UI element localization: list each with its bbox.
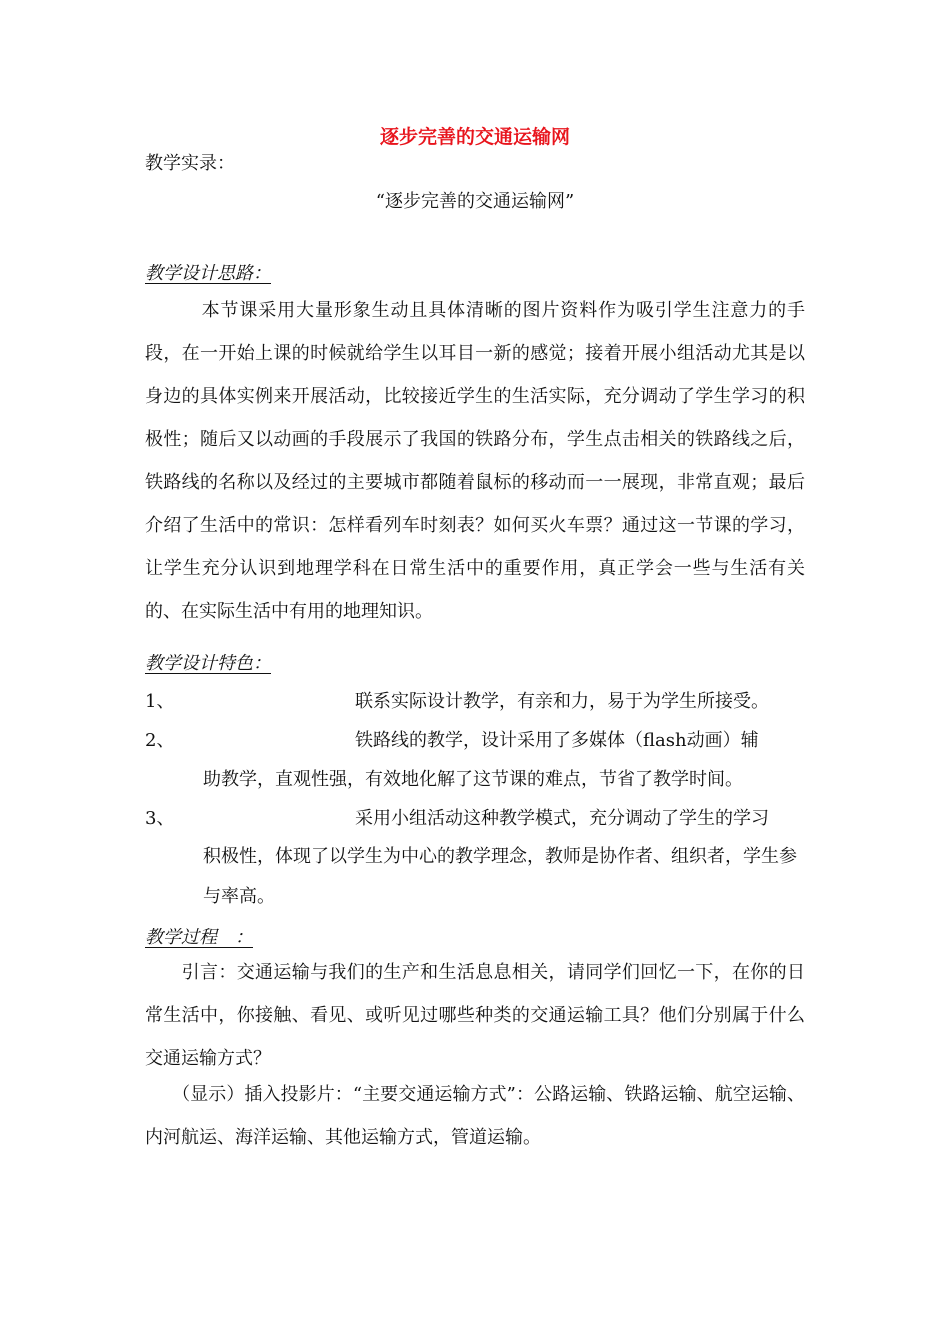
feature-3-number: 3、 xyxy=(145,808,175,829)
feature-2-number: 2、 xyxy=(145,730,175,751)
feature-1-text: 联系实际设计教学，有亲和力，易于为学生所接受。 xyxy=(355,691,769,712)
design-idea-heading: 教学设计思路： xyxy=(145,263,271,284)
process-display: （显示）插入投影片：“主要交通运输方式”：公路运输、铁路运输、航空运输、内河航运、海洋运输、其他运输方式，管道运输。 xyxy=(145,1084,805,1148)
feature-2-continuation: 助教学，直观性强，有效地化解了这节课的难点，节省了教学时间。 xyxy=(203,769,743,790)
process-heading: 教学过程 ： xyxy=(145,927,253,948)
record-label: 教学实录： xyxy=(145,153,235,174)
feature-2-text: 铁路线的教学，设计采用了多媒体（flash动画）辅 xyxy=(355,730,759,751)
process-intro: 引言：交通运输与我们的生产和生活息息相关，请同学们回忆一下，在你的日常生活中，你接触、看见、或听见过哪些种类的交通运输工具？他们分别属于什么交通运输方式？ xyxy=(145,962,805,1069)
feature-3-text: 采用小组活动这种教学模式，充分调动了学生的学习 xyxy=(355,808,769,829)
record-subtitle: “逐步完善的交通运输网” xyxy=(375,191,575,212)
feature-1-number: 1、 xyxy=(145,691,175,712)
design-idea-paragraph: 本节课采用大量形象生动且具体清晰的图片资料作为吸引学生注意力的手段，在一开始上课的时候就给学生以耳目一新的感觉；接着开展小组活动尤其是以身边的具体实例来开展活动，比较接近学生的生活实际，充分调动了学生学习的积极性；随后又以动画的手段展示了我国的铁路分布，学生点击相关的铁路线之后，铁路线的名称以及经过的主要城市都随着鼠标的移动而一一展现，非常直观；最后介绍了生活中的常识：怎样看列车时刻表？如何买火车票？通过这一节课的学习，让学生充分认识到地理学科在日常生活中的重要作用，真正学会一些与生活有关的、在实际生活中有用的地理知识。 xyxy=(145,300,805,622)
features-heading: 教学设计特色： xyxy=(145,653,271,674)
feature-3-continuation: 积极性，体现了以学生为中心的教学理念，教师是协作者、组织者，学生参与率高。 xyxy=(203,846,797,907)
document-title: 逐步完善的交通运输网 xyxy=(379,126,570,148)
